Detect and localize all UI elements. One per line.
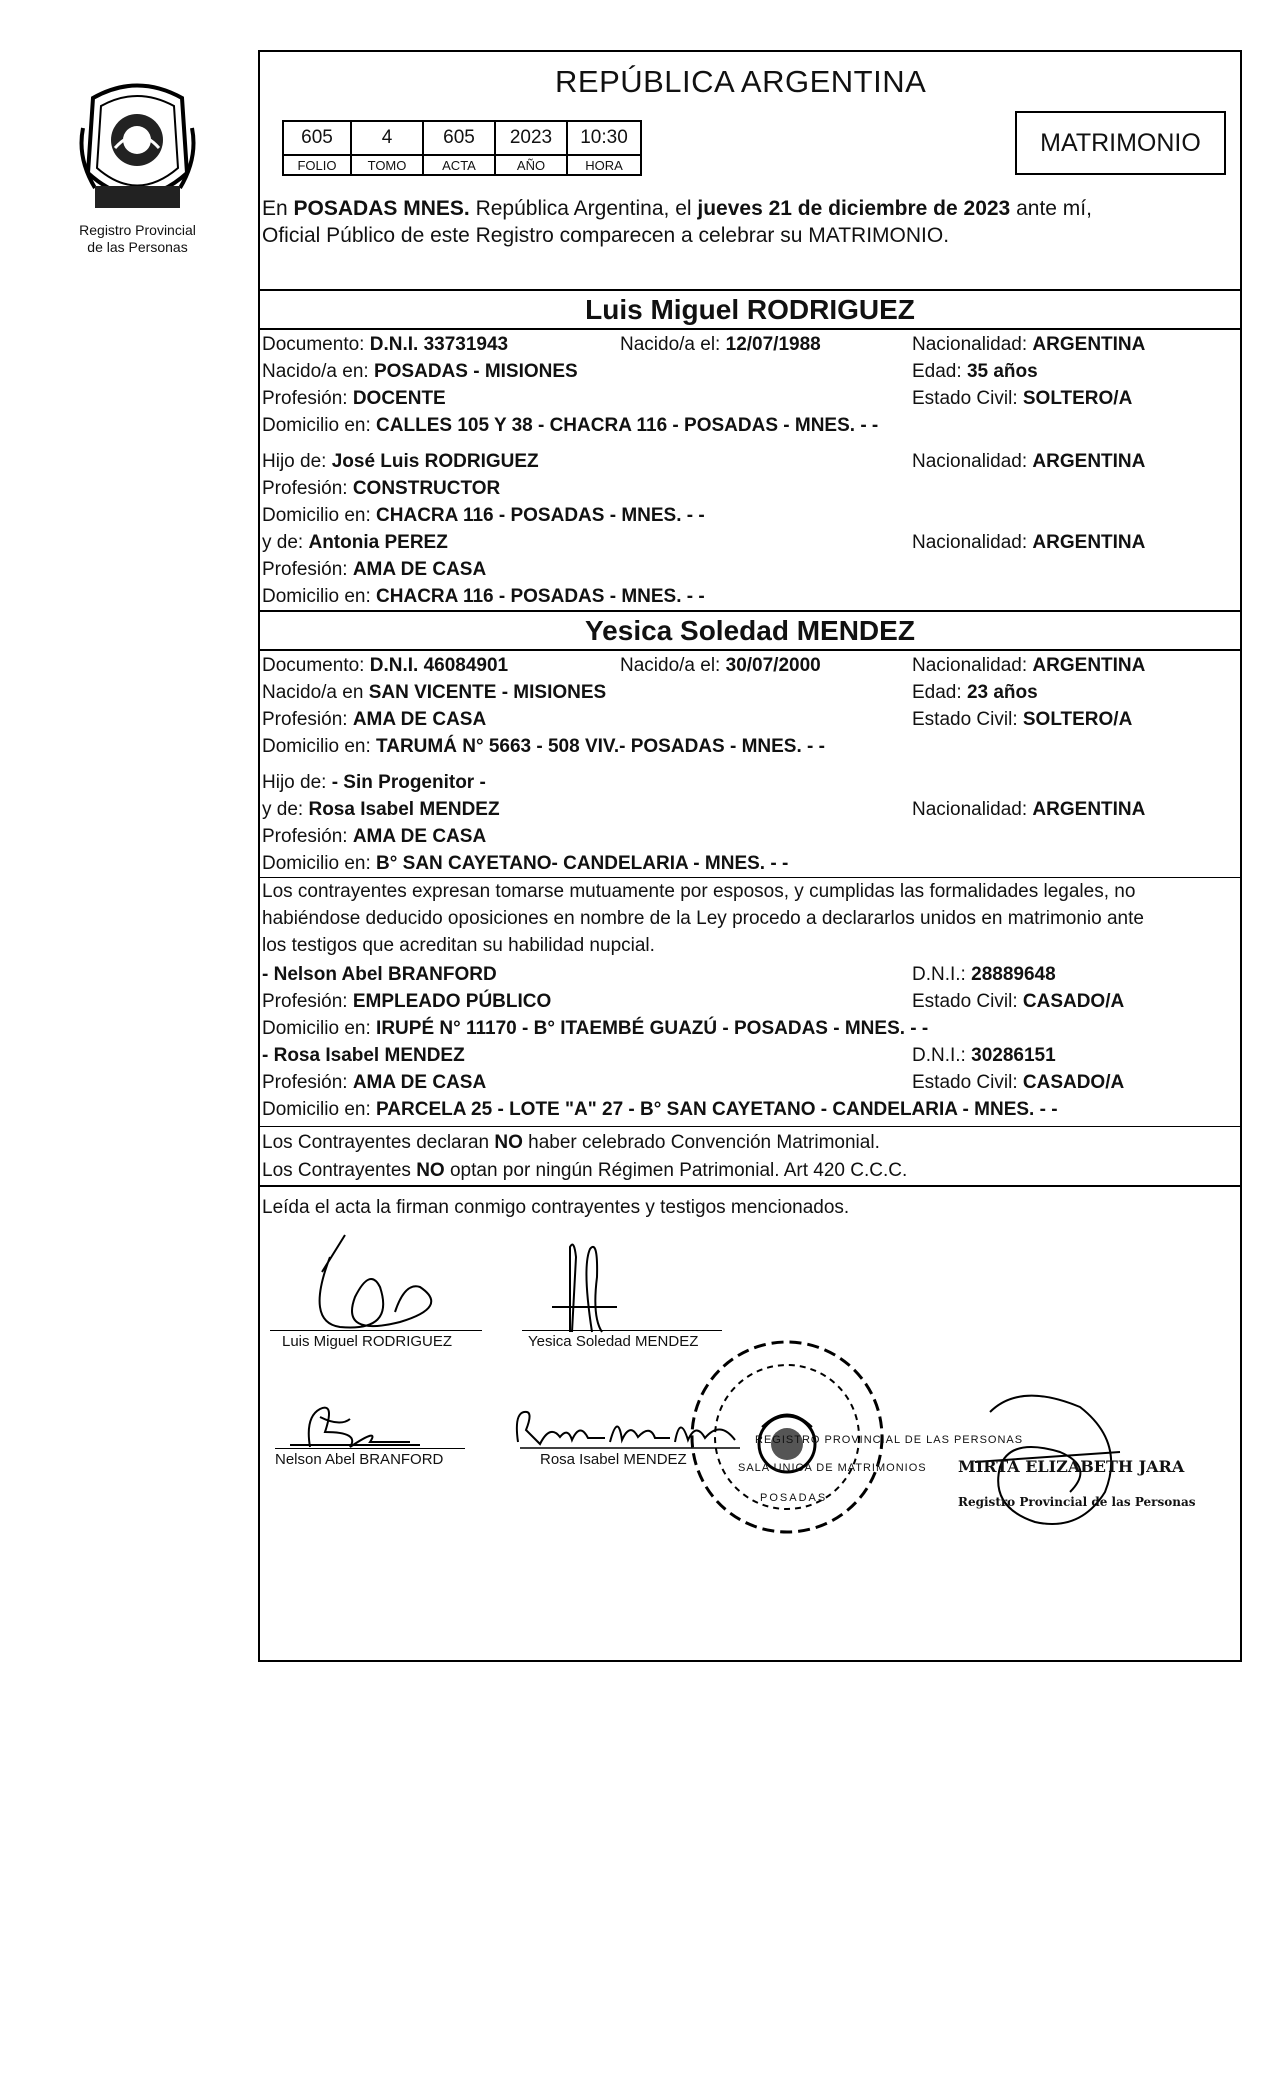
groom-civil: Estado Civil: SOLTERO/A [912, 388, 1133, 409]
convention-line2: Los Contrayentes NO optan por ningún Régimen Patrimonial. Art 420 C.C.C. [262, 1160, 908, 1181]
declaration-line1: Los contrayentes expresan tomarse mutuamente por esposos, y cumplidas las formalidades legales, no [262, 881, 1136, 902]
bride-profession: Profesión: AMA DE CASA [262, 709, 487, 730]
convention-line1: Los Contrayentes declaran NO haber celebrado Convención Matrimonial. [262, 1132, 880, 1153]
bride-mother-profession: Profesión: AMA DE CASA [262, 826, 487, 847]
bride-age: Edad: 23 años [912, 682, 1038, 703]
officer-role: Registro Provincial de las Personas [958, 1495, 1196, 1509]
groom-father: Hijo de: José Luis RODRIGUEZ [262, 451, 539, 472]
hora-label: HORA [567, 155, 641, 175]
bride-nationality: Nacionalidad: ARGENTINA [912, 655, 1146, 676]
record-table [282, 120, 642, 176]
hora-value: 10:30 [567, 121, 641, 155]
witness2-signature-label: Rosa Isabel MENDEZ [540, 1451, 687, 1468]
groom-father-address: Domicilio en: CHACRA 116 - POSADAS - MNES. - - [262, 505, 705, 526]
groom-mother: y de: Antonia PEREZ [262, 532, 448, 553]
bride-mother: y de: Rosa Isabel MENDEZ [262, 799, 500, 820]
page-title: REPÚBLICA ARGENTINA [555, 64, 927, 99]
groom-born-date: Nacido/a el: 12/07/1988 [620, 334, 821, 355]
groom-name: Luis Miguel RODRIGUEZ [585, 294, 915, 325]
groom-mother-nationality: Nacionalidad: ARGENTINA [912, 532, 1146, 553]
folio-label: FOLIO [283, 155, 351, 175]
tomo-label: TOMO [351, 155, 423, 175]
province-emblem-icon [75, 78, 200, 218]
bride-doc: Documento: D.N.I. 46084901 [262, 655, 509, 676]
bride-father: Hijo de: - Sin Progenitor - [262, 772, 486, 793]
seal-city-text: POSADAS [760, 1492, 828, 1504]
groom-mother-profession: Profesión: AMA DE CASA [262, 559, 487, 580]
bride-civil: Estado Civil: SOLTERO/A [912, 709, 1133, 730]
seal-outer-text: REGISTRO PROVINCIAL DE LAS PERSONAS [755, 1434, 1024, 1446]
registry-name-line1: Registro Provincial [79, 222, 196, 238]
groom-doc: Documento: D.N.I. 33731943 [262, 334, 509, 355]
witness2-profession: Profesión: AMA DE CASA [262, 1072, 487, 1093]
witness1-profession: Profesión: EMPLEADO PÚBLICO [262, 991, 552, 1012]
declaration-line3: los testigos que acreditan su habilidad nupcial. [262, 935, 655, 956]
bride-mother-nationality: Nacionalidad: ARGENTINA [912, 799, 1146, 820]
groom-signature-label: Luis Miguel RODRIGUEZ [282, 1333, 453, 1350]
bride-born-date: Nacido/a el: 30/07/2000 [620, 655, 821, 676]
certificate-type: MATRIMONIO [1015, 111, 1226, 175]
tomo-value: 4 [351, 121, 423, 155]
groom-address: Domicilio en: CALLES 105 Y 38 - CHACRA 116 - POSADAS - MNES. - - [262, 415, 879, 436]
bride-signature-label: Yesica Soledad MENDEZ [528, 1333, 699, 1350]
witness2-name: - Rosa Isabel MENDEZ [262, 1045, 465, 1066]
groom-mother-address: Domicilio en: CHACRA 116 - POSADAS - MNES. - - [262, 586, 705, 607]
groom-father-profession: Profesión: CONSTRUCTOR [262, 478, 501, 499]
groom-signature [300, 1227, 470, 1347]
witness1-name: - Nelson Abel BRANFORD [262, 964, 497, 985]
groom-profession: Profesión: DOCENTE [262, 388, 446, 409]
witness2-civil: Estado Civil: CASADO/A [912, 1072, 1125, 1093]
ano-value: 2023 [495, 121, 567, 155]
officer-name: MIRTA ELIZABETH JARA [958, 1457, 1185, 1476]
witness2-dni: D.N.I.: 30286151 [912, 1045, 1056, 1066]
witness1-address: Domicilio en: IRUPÉ N° 11170 - B° ITAEMBÉ GUAZÚ - POSADAS - MNES. - - [262, 1018, 929, 1039]
witness1-dni: D.N.I.: 28889648 [912, 964, 1056, 985]
bride-mother-address: Domicilio en: B° SAN CAYETANO- CANDELARIA - MNES. - - [262, 853, 789, 874]
acta-value: 605 [423, 121, 495, 155]
intro-line2: Oficial Público de este Registro comparecen a celebrar su MATRIMONIO. [262, 224, 950, 247]
groom-nationality: Nacionalidad: ARGENTINA [912, 334, 1146, 355]
intro-line1: En POSADAS MNES. República Argentina, el jueves 21 de diciembre de 2023 ante mí, [262, 197, 1092, 220]
witness1-civil: Estado Civil: CASADO/A [912, 991, 1125, 1012]
declaration-line2: habiéndose deducido oposiciones en nombre de la Ley procedo a declararlos unidos en matrimonio ante [262, 908, 1144, 929]
marriage-certificate [258, 50, 1242, 1662]
ano-label: AÑO [495, 155, 567, 175]
bride-born-place: Nacido/a en SAN VICENTE - MISIONES [262, 682, 607, 703]
acta-label: ACTA [423, 155, 495, 175]
groom-age: Edad: 35 años [912, 361, 1038, 382]
groom-father-nationality: Nacionalidad: ARGENTINA [912, 451, 1146, 472]
bride-signature [542, 1237, 632, 1337]
seal-inner-text: SALA UNICA DE MATRIMONIOS [738, 1462, 927, 1474]
bride-name: Yesica Soledad MENDEZ [585, 615, 915, 646]
witness1-signature-label: Nelson Abel BRANFORD [275, 1451, 444, 1468]
closing-statement: Leída el acta la firman conmigo contrayentes y testigos mencionados. [262, 1197, 850, 1218]
registry-name-line2: de las Personas [87, 239, 188, 255]
groom-born-place: Nacido/a en: POSADAS - MISIONES [262, 361, 578, 382]
witness2-address: Domicilio en: PARCELA 25 - LOTE "A" 27 - B° SAN CAYETANO - CANDELARIA - MNES. - - [262, 1099, 1058, 1120]
folio-value: 605 [283, 121, 351, 155]
bride-address: Domicilio en: TARUMÁ N° 5663 - 508 VIV.- POSADAS - MNES. - - [262, 736, 825, 757]
